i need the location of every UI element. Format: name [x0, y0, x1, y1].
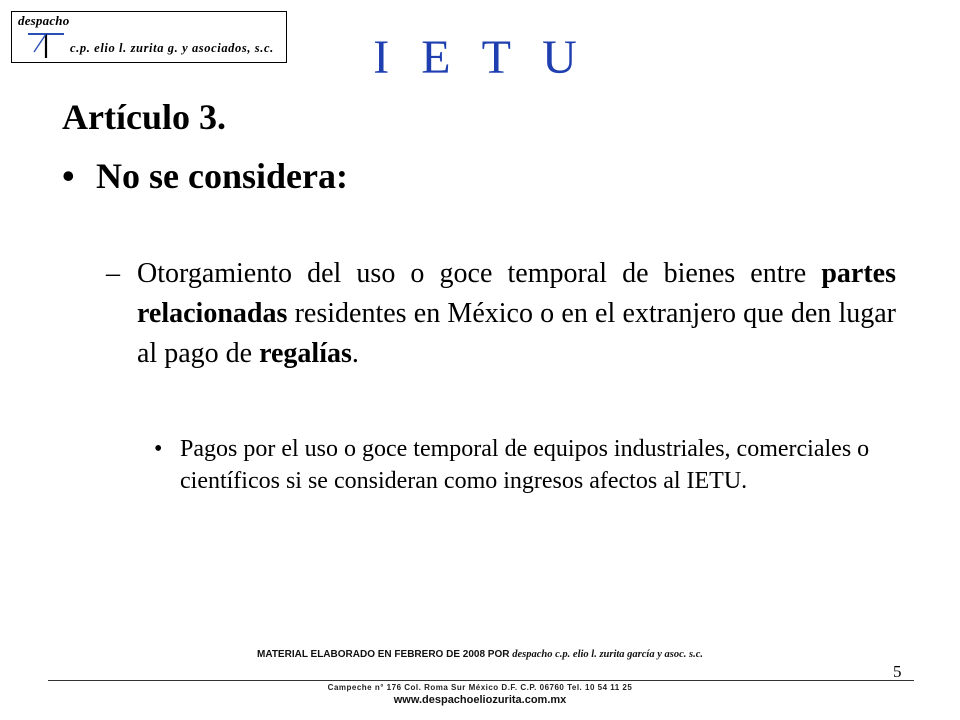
- bold-royalties: regalías: [259, 338, 352, 369]
- bullet-dot: •: [62, 156, 75, 196]
- sub-bullet-dot: •: [154, 436, 163, 462]
- footer-credit: [0, 649, 960, 660]
- dash-item: [106, 254, 896, 374]
- bullet-text: No se considera:: [96, 156, 348, 196]
- page-number: 5: [893, 662, 902, 681]
- sub-bullet-item: [154, 433, 874, 497]
- logo-firm-name: c.p. elio l. zurita g. y asociados, s.c.: [70, 41, 274, 55]
- logo-word: despacho: [18, 13, 70, 28]
- footer-credit-firm: despacho c.p. elio l. zurita garcía y asoc. s.c.: [512, 649, 703, 660]
- article-heading: Artículo 3.: [62, 97, 226, 137]
- footer-divider: [48, 680, 914, 681]
- footer-credit-prefix: MATERIAL ELABORADO EN FEBRERO DE 2008 POR: [257, 649, 510, 660]
- bold-related-parties: partes relacionadas: [137, 258, 896, 329]
- dash-marker: –: [106, 258, 120, 289]
- footer-address: Campeche n° 176 Col. Roma Sur México D.F. C.P. 06760 Tel. 10 54 11 25: [327, 683, 633, 692]
- sub-bullet-text: Pagos por el uso o goce temporal de equipos industriales, comerciales o científicos si se consideran como ingresos afectos al IETU.: [180, 436, 870, 494]
- footer-website: www.despachoeliozurita.com.mx: [393, 694, 567, 706]
- dash-item-text: Otorgamiento del uso o goce temporal de bienes entre partes relacionadas residentes en México o en el extranjero que den lugar al pago de regalías.: [137, 258, 896, 369]
- slide-title: I E T U: [373, 31, 587, 84]
